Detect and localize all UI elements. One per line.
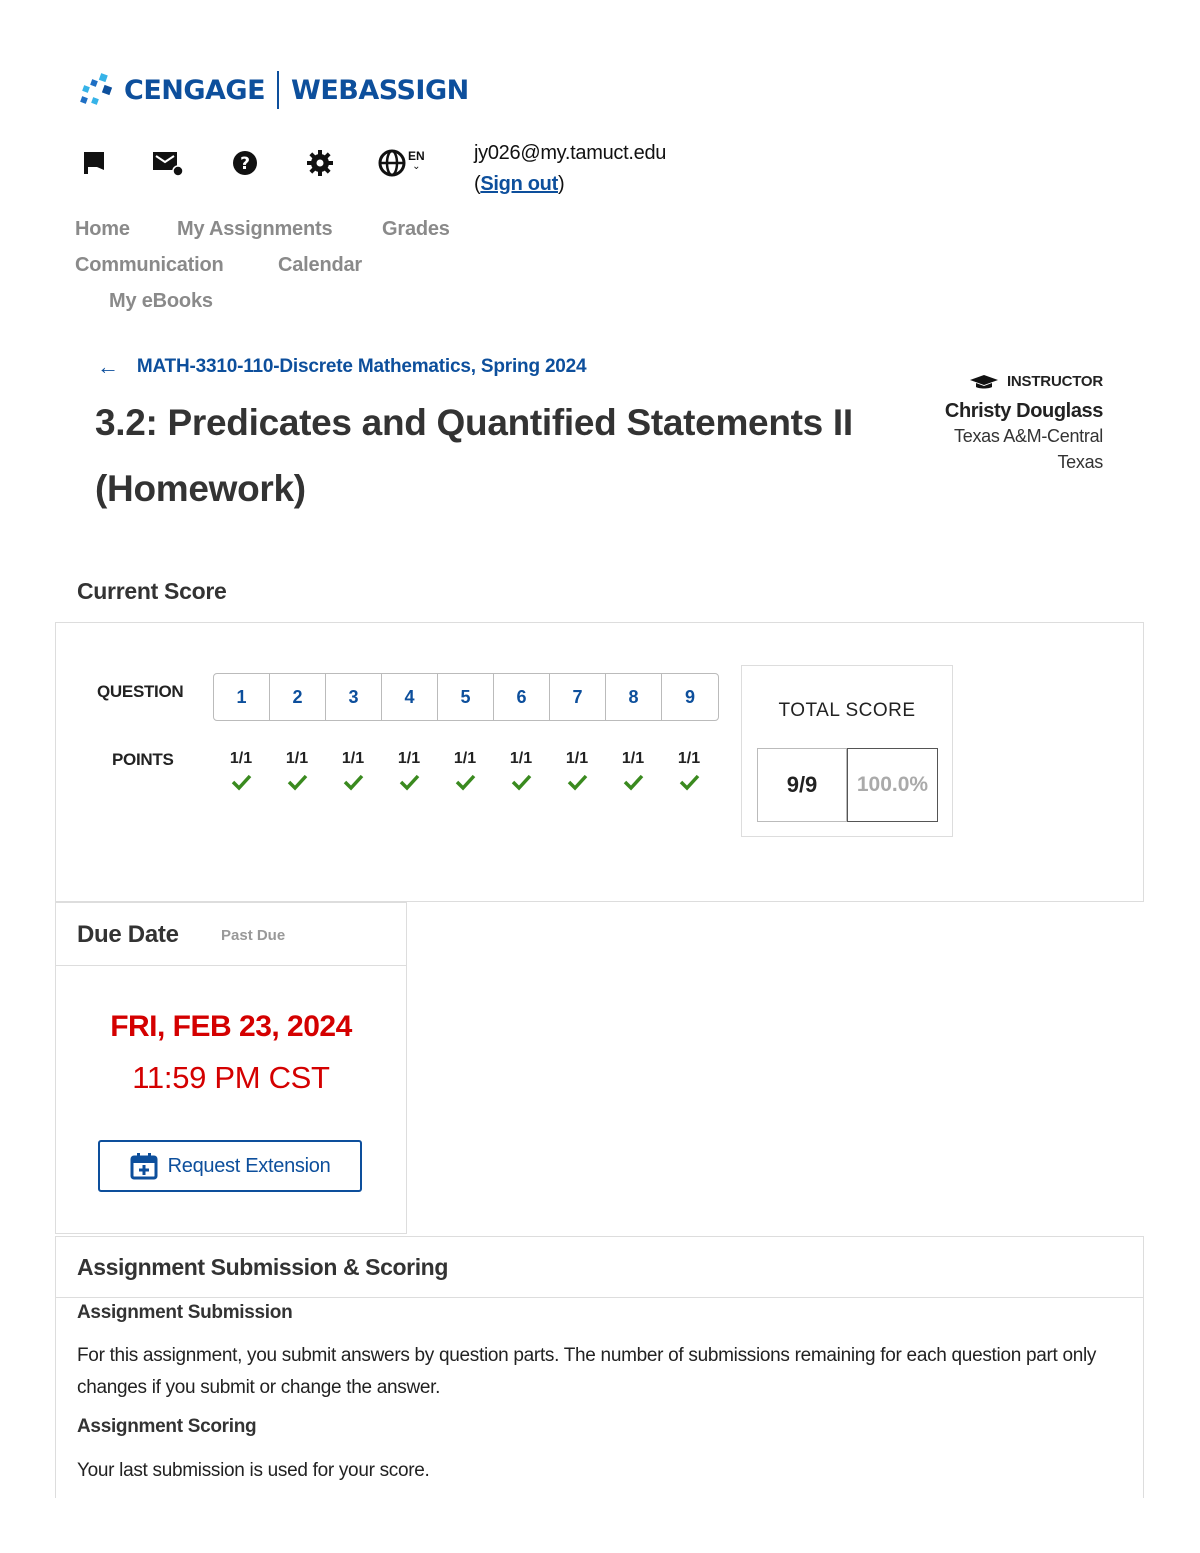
svg-text:?: ?: [240, 154, 250, 174]
total-score-label: TOTAL SCORE: [778, 700, 916, 721]
cengage-logo-icon: [78, 72, 118, 108]
due-date-header: [55, 902, 407, 966]
arrow-left-icon: ←: [97, 354, 119, 379]
total-score-points: 9/9: [757, 748, 847, 822]
points-value: 1/1: [341, 750, 365, 767]
checkmark-icon: [566, 773, 588, 791]
question-points: [437, 750, 493, 791]
nav-communication[interactable]: Communication: [75, 254, 224, 276]
submission-subtitle: Assignment Submission: [77, 1302, 293, 1323]
user-info: jy026@my.tamuct.edu (Sign out): [474, 138, 666, 200]
instructor-label-row: [923, 373, 1103, 390]
submission-scoring-heading: Assignment Submission & Scoring: [77, 1254, 448, 1280]
question-points: [493, 750, 549, 791]
question-points: [213, 750, 269, 791]
checkmark-icon: [510, 773, 532, 791]
question-link[interactable]: 5: [438, 674, 494, 720]
question-nav: [213, 673, 719, 721]
due-time-value: 11:59 PM CST: [132, 1060, 330, 1095]
question-points: [549, 750, 605, 791]
points-value: 1/1: [509, 750, 533, 767]
assignment-title-line2: (Homework): [95, 468, 306, 509]
course-back-link[interactable]: [97, 354, 586, 380]
submission-scoring-header: [55, 1236, 1144, 1298]
graduation-cap-icon: [969, 374, 999, 390]
language-selector[interactable]: [378, 147, 438, 179]
due-date-value: FRI, FEB 23, 2024: [110, 1010, 352, 1043]
points-value: 1/1: [565, 750, 589, 767]
points-value: 1/1: [621, 750, 645, 767]
scoring-subtitle: Assignment Scoring: [77, 1416, 257, 1437]
checkmark-icon: [678, 773, 700, 791]
instructor-name: Christy Douglass: [944, 400, 1103, 422]
due-date-heading: Due Date: [77, 921, 179, 948]
question-points: [325, 750, 381, 791]
flag-icon[interactable]: [78, 147, 110, 179]
checkmark-icon: [622, 773, 644, 791]
instructor-label: INSTRUCTOR: [1006, 373, 1103, 390]
points-value: 1/1: [453, 750, 477, 767]
checkmark-icon: [342, 773, 364, 791]
assignment-title-line1: 3.2: Predicates and Quantified Statements II: [95, 402, 853, 443]
assignment-title: [95, 390, 925, 522]
due-date-panel: [55, 966, 407, 1234]
checkmark-icon: [230, 773, 252, 791]
total-score-percent: 100.0%: [847, 748, 938, 822]
sign-out-link[interactable]: Sign out: [480, 173, 558, 195]
question-link[interactable]: 1: [214, 674, 270, 720]
settings-icon[interactable]: [304, 147, 336, 179]
cengage-webassign-logo[interactable]: [78, 70, 469, 110]
brand-webassign: WEBASSIGN: [291, 74, 469, 106]
checkmark-icon: [398, 773, 420, 791]
user-email: jy026@my.tamuct.edu: [474, 142, 667, 164]
points-value: 1/1: [229, 750, 253, 767]
current-score-heading: Current Score: [77, 578, 227, 604]
brand-divider: [277, 71, 279, 109]
question-link[interactable]: 9: [684, 686, 695, 707]
question-points: [381, 750, 437, 791]
instructor-info: [923, 373, 1103, 475]
instructor-org: Texas A&M-Central Texas: [954, 426, 1103, 472]
language-code: EN: [408, 149, 425, 163]
question-link[interactable]: 8: [606, 674, 662, 720]
globe-icon: [378, 149, 406, 177]
submission-scoring-panel: [55, 1298, 1144, 1498]
nav-calendar[interactable]: Calendar: [278, 254, 362, 276]
nav-my-assignments[interactable]: My Assignments: [177, 218, 333, 240]
total-score-panel: [741, 665, 953, 837]
question-link[interactable]: 7: [550, 674, 606, 720]
checkmark-icon: [286, 773, 308, 791]
question-link[interactable]: 4: [382, 674, 438, 720]
question-points: [605, 750, 661, 791]
points-row: [213, 750, 717, 791]
question-points: [661, 750, 717, 791]
points-value: 1/1: [397, 750, 421, 767]
help-icon[interactable]: [229, 147, 261, 179]
message-icon[interactable]: [152, 147, 184, 179]
calendar-plus-icon: [130, 1152, 158, 1180]
course-name: MATH-3310-110-Discrete Mathematics, Spring 2024: [136, 356, 587, 377]
question-link[interactable]: 3: [326, 674, 382, 720]
past-due-badge: Past Due: [221, 927, 286, 944]
points-label: POINTS: [112, 750, 174, 769]
chevron-down-icon: ⌄: [412, 161, 421, 172]
points-value: 1/1: [677, 750, 701, 767]
checkmark-icon: [454, 773, 476, 791]
question-link[interactable]: 2: [270, 674, 326, 720]
nav-grades[interactable]: Grades: [382, 218, 450, 240]
question-label: QUESTION: [97, 682, 184, 701]
request-extension-button[interactable]: [98, 1140, 362, 1192]
question-points: [269, 750, 325, 791]
scoring-text: Your last submission is used for your score.: [77, 1460, 430, 1481]
submission-text: For this assignment, you submit answers by question parts. The number of submissions remaining for each question part only changes if you submit or change the answer.: [77, 1345, 1097, 1398]
request-extension-label: Request Extension: [167, 1154, 331, 1177]
question-link[interactable]: 6: [494, 674, 550, 720]
points-value: 1/1: [285, 750, 309, 767]
nav-my-ebooks[interactable]: My eBooks: [109, 290, 213, 312]
nav-home[interactable]: Home: [75, 218, 130, 240]
brand-cengage: CENGAGE: [124, 74, 266, 106]
